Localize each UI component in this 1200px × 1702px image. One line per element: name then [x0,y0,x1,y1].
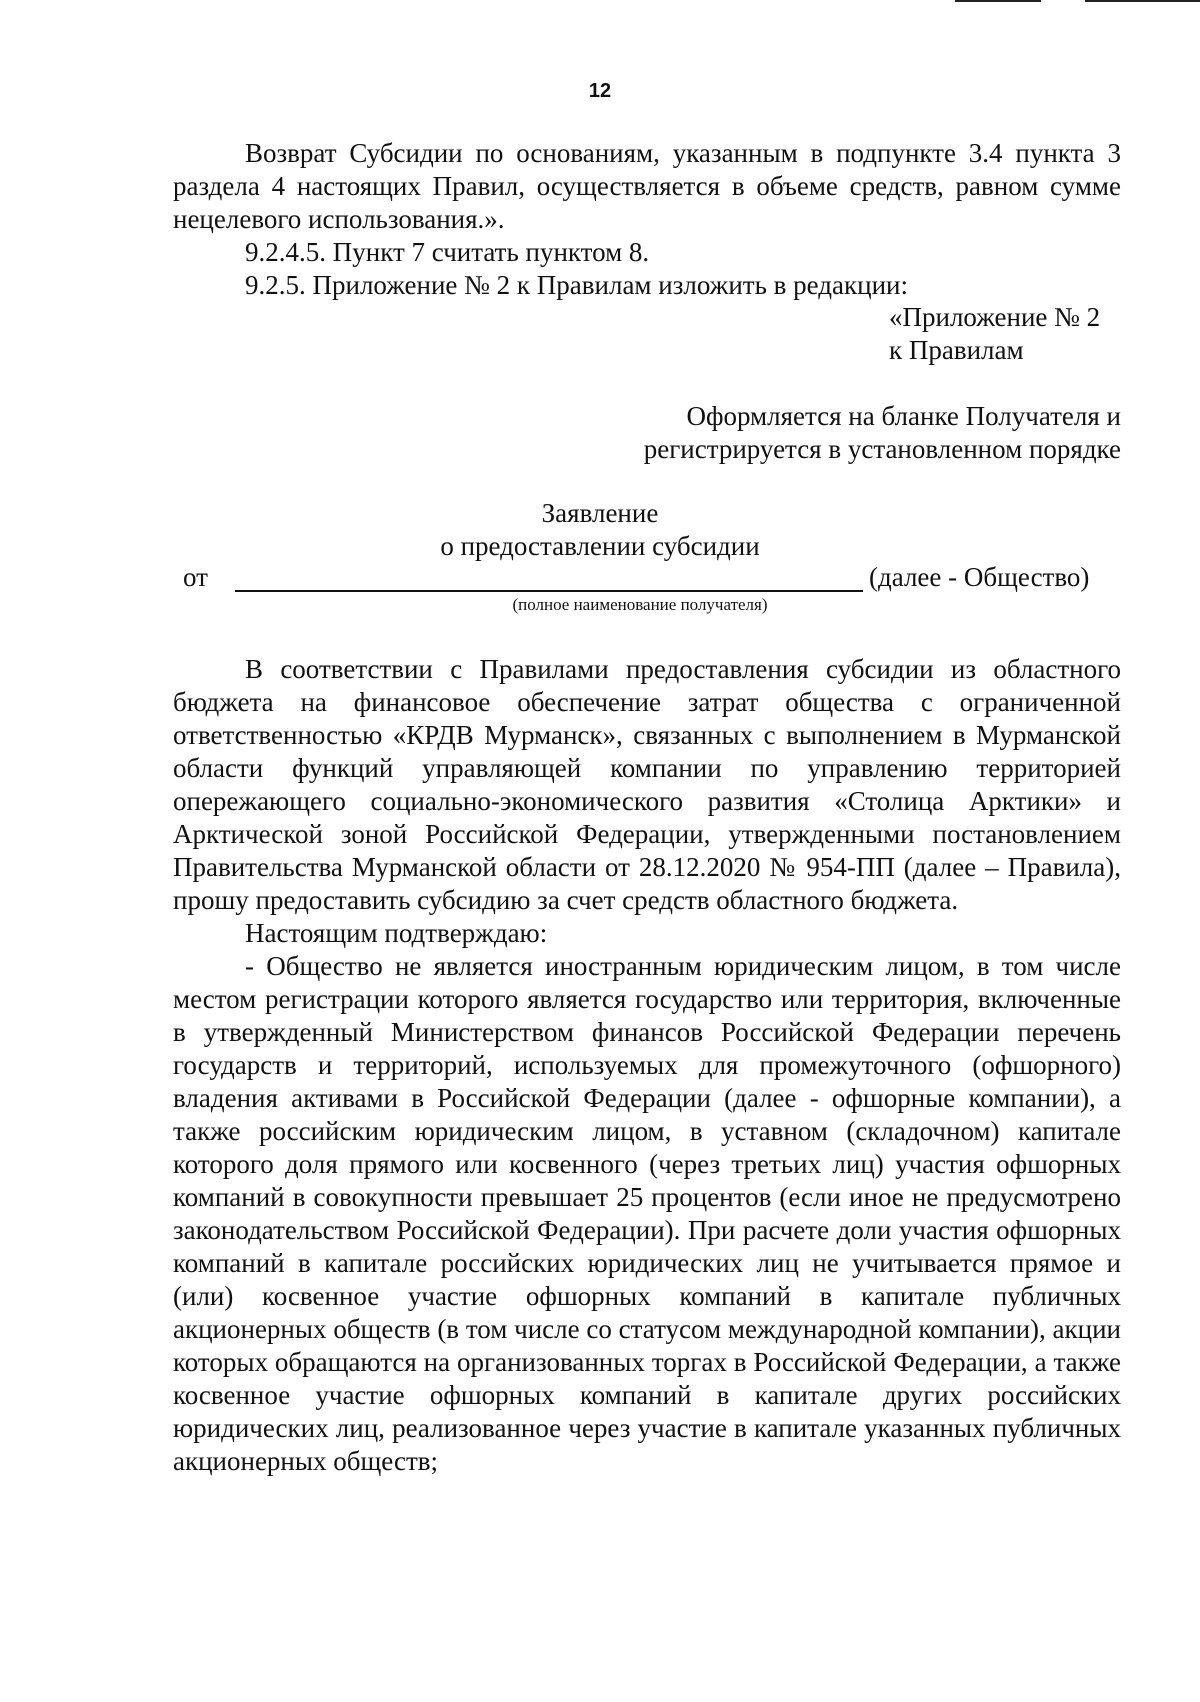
form-note-line: регистрируется в установленном порядке [643,434,1121,464]
intro-item: 9.2.4.5. Пункт 7 считать пунктом 8. [245,237,650,267]
statement-subtitle: о предоставлении субсидии [440,531,760,561]
applicant-caption: (полное наименование получателя) [512,595,768,614]
form-note-line: Оформляется на бланке Получателя и [686,401,1121,431]
statement-title: Заявление [541,498,659,528]
form-note [617,400,1121,466]
applicant-alias: (далее - Общество) [869,562,1090,592]
appendix-reference-line: «Приложение № 2 [889,302,1101,332]
intro-section [173,137,1121,302]
confirm-heading: Настоящим подтверждаю: [245,918,548,948]
appendix-reference-line: к Правилам [889,335,1024,365]
scan-mark [1085,0,1200,2]
page-number: 12 [588,80,612,102]
intro-item: 9.2.5. Приложение № 2 к Правилам изложить в редакции: [245,270,908,300]
body-section [173,653,1121,1478]
from-label: от [183,562,208,592]
appendix-reference [889,301,1100,367]
body-paragraph: - Общество не является иностранным юридическим лицом, в том числе местом регистрации которого является государство или территория, включенные в утвержденный Министерством финансов Российской Федерации перечень государств и территорий, используемых для промежуточного (офшорного) владения активами в Российской Федерации (далее - офшорные компании), а также российским юридическим лицом, в уставном (складочном) капитале которого доля прямого или косвенного (через третьих лиц) участия офшорных компаний в совокупности превышает 25 процентов (если иное не предусмотрено законодательством Российской Федерации). При расчете доли участия офшорных компаний в капитале российских юридических лиц не учитывается прямое и (или) косвенное участие офшорных компаний в капитале публичных акционерных обществ (в том числе со статусом международной компании), акции которых обращаются на организованных торгах в Российской Федерации, а также косвенное участие офшорных компаний в капитале других российских юридических лиц, реализованное через участие в капитале указанных публичных акционерных обществ; [173,951,1121,1476]
applicant-name-blank [235,590,863,592]
scan-mark [955,0,1041,2]
intro-paragraph: Возврат Субсидии по основаниям, указанным в подпункте 3.4 пункта 3 раздела 4 настоящих Правил, осуществляется в объеме средств, равном сумме нецелевого использования.». [173,138,1121,234]
body-paragraph: В соответствии с Правилами предоставления субсидии из областного бюджета на финансовое обеспечение затрат общества с ограниченной ответственностью «КРДВ Мурманск», связанных с выполнением в Мурманской области функций управляющей компании по управлению территорией опережающего социально-экономического развития «Столица Арктики» и Арктической зоной Российской Федерации, утвержденными постановлением Правительства Мурманской области от 28.12.2020 № 954-ПП (далее – Правила), прошу предоставить субсидию за счет средств областного бюджета. [173,654,1121,915]
